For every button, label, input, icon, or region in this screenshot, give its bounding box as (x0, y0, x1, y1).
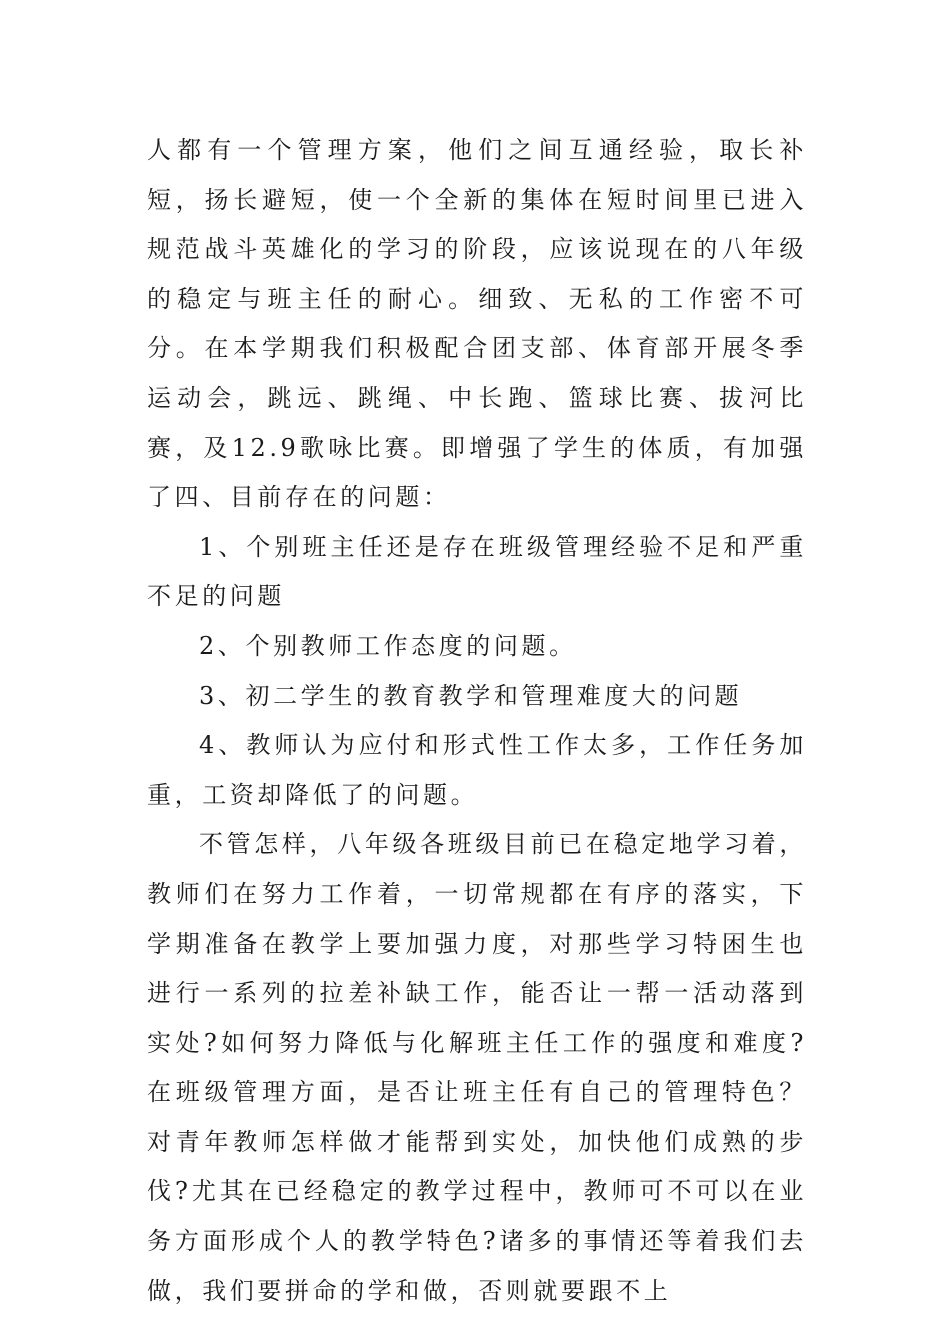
paragraph-conclusion: 不管怎样，八年级各班级目前已在稳定地学习着，教师们在努力工作着，一切常规都在有序的落实，下学期准备在教学上要加强力度，对那些学习特困生也进行一系列的拉差补缺工作，能否让一帮一活动落到实处?如何努力降低与化解班主任工作的强度和难度?在班级管理方面，是否让班主任有自己的管理特色？对青年教师怎样做才能帮到实处，加快他们成熟的步伐?尤其在已经稳定的教学过程中，教师可不可以在业务方面形成个人的教学特色?诸多的事情还等着我们去做，我们要拼命的学和做，否则就要跟不上 (147, 830, 807, 1305)
document-body (147, 126, 807, 1316)
paragraph-issue-1: 1、个别班主任还是存在班级管理经验不足和严重不足的问题 (147, 532, 807, 611)
paragraph-issue-3: 3、初二学生的教育教学和管理难度大的问题 (199, 681, 743, 710)
paragraph-summary: 人都有一个管理方案，他们之间互通经验，取长补短，扬长避短，使一个全新的集体在短时间里已进入规范战斗英雄化的学习的阶段，应该说现在的八年级的稳定与班主任的耐心。细致、无私的工作密不可分。在本学期我们积极配合团支部、体育部开展冬季运动会，跳远、跳绳、中长跑、篮球比赛、拔河比赛，及12.9歌咏比赛。即增强了学生的体质，有加强了四、目前存在的问题： (147, 136, 807, 512)
paragraph-issue-2: 2、个别教师工作态度的问题。 (199, 631, 577, 660)
paragraph-issue-4: 4、教师认为应付和形式性工作太多，工作任务加重，工资却降低了的问题。 (147, 731, 807, 809)
